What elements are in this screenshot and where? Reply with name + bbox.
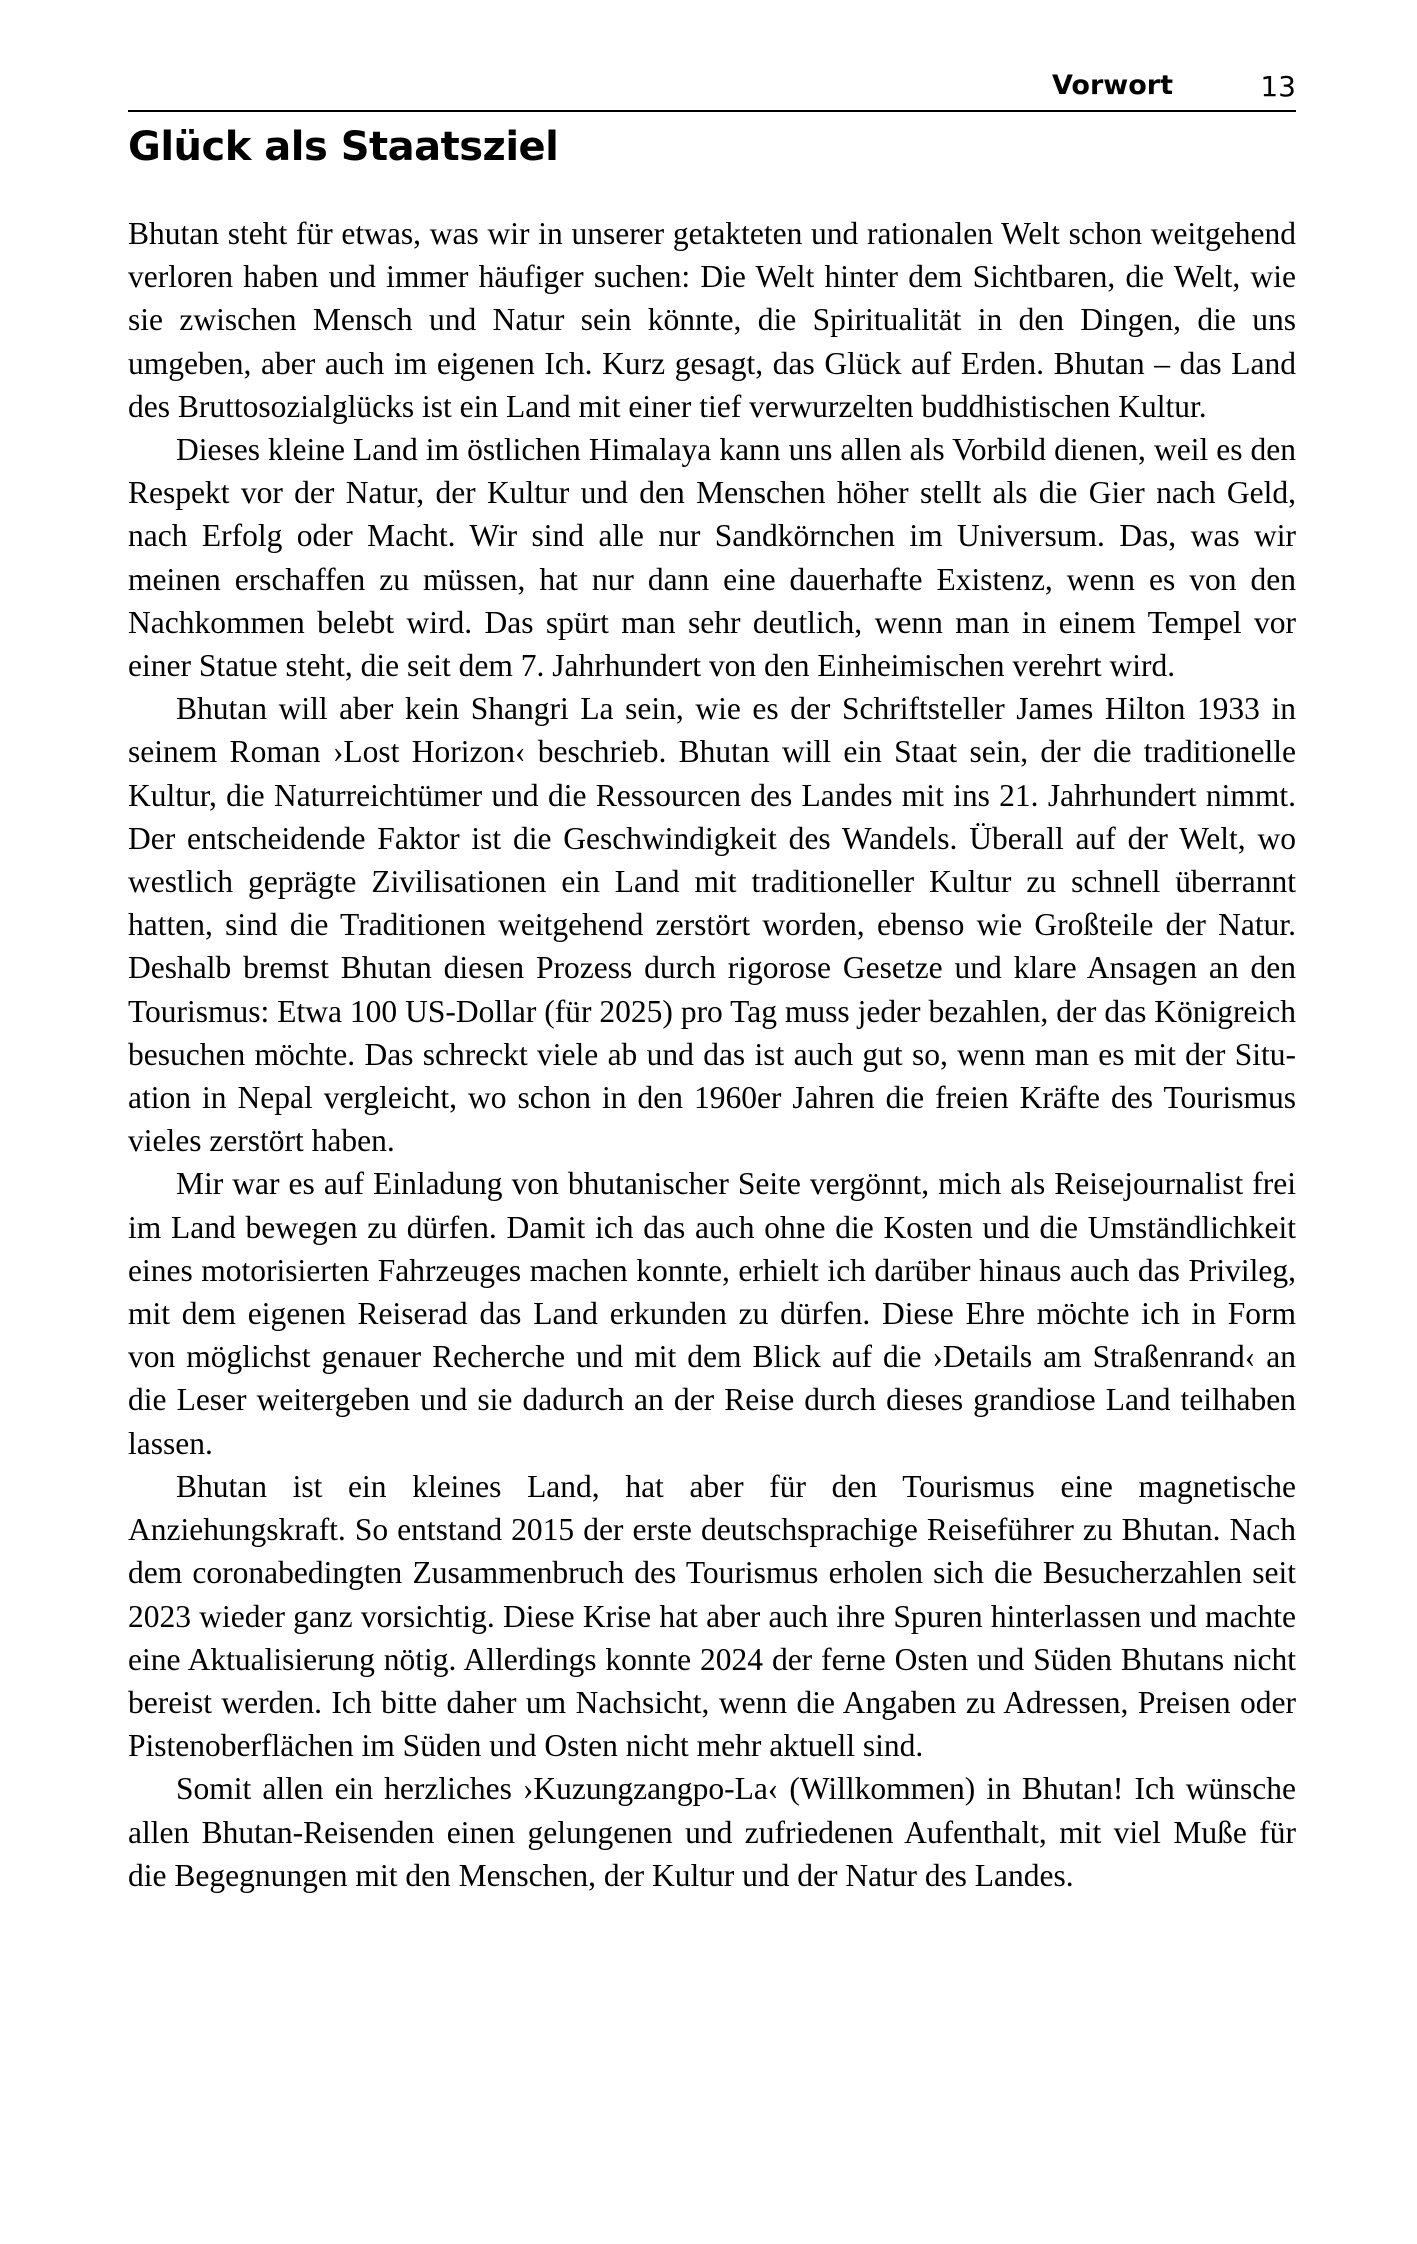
paragraph-1: Bhutan steht für etwas, was wir in unserer getakteten und rationalen Welt schon weitgehend verloren haben und immer häufiger suchen: Die Welt hinter dem Sichtbaren, die Welt, wie sie zwischen Mensch und Natur sein könnte, die Spiritualität in den Dingen, die uns umgeben, aber auch im eigenen Ich. Kurz gesagt, das Glück auf Erden. Bhutan – das Land des Bruttosozialglücks ist ein Land mit einer tief verwurzelten buddhistischen Kultur. — [128, 216, 1296, 424]
paragraph-3: Bhutan will aber kein Shangri La sein, wie es der Schriftsteller James Hilton 1933 in seinem Roman ›Lost Horizon‹ beschrieb. Bhutan will ein Staat sein, der die traditionelle Kultur, die Naturreichtümer und die Ressourcen des Landes mit ins 21. Jahrhundert nimmt. Der entscheidende Faktor ist die Geschwindigkeit des Wandels. Überall auf der Welt, wo westlich geprägte Zivilisationen ein Land mit traditioneller Kultur zu schnell überrannt hatten, sind die Traditionen weitgehend zerstört worden, ebenso wie Großteile der Natur. Deshalb bremst Bhutan diesen Prozess durch rigorose Gesetze und klare Ansagen an den Tourismus: Etwa 100 US-Dollar (für 2025) pro Tag muss jeder bezahlen, der das Königreich besuchen möchte. Das schreckt viele ab und das ist auch gut so, wenn man es mit der Situ-ation in Nepal vergleicht, wo schon in den 1960er Jahren die freien Kräfte des Tourismus vieles zerstört haben. — [128, 691, 1296, 1159]
paragraph-2: Dieses kleine Land im östlichen Himalaya kann uns allen als Vorbild dienen, weil es den Respekt vor der Natur, der Kultur und den Menschen höher stellt als die Gier nach Geld, nach Erfolg oder Macht. Wir sind alle nur Sandkörnchen im Universum. Das, was wir meinen erschaffen zu müssen, hat nur dann eine dauerhafte Existenz, wenn es von den Nachkommen belebt wird. Das spürt man sehr deutlich, wenn man in einem Tempel vor einer Statue steht, die seit dem 7. Jahrhundert von den Einheimischen verehrt wird. — [128, 432, 1296, 684]
paragraph-4: Mir war es auf Einladung von bhutanischer Seite vergönnt, mich als Reisejournalist frei im Land bewegen zu dürfen. Damit ich das auch ohne die Kosten und die Umständlichkeit eines motorisierten Fahrzeuges machen konnte, erhielt ich darüber hinaus auch das Privileg, mit dem eigenen Reiserad das Land erkunden zu dürfen. Diese Ehre möchte ich in Form von möglichst genauer Recherche und mit dem Blick auf die ›Details am Straßenrand‹ an die Leser weitergeben und sie dadurch an der Reise durch dieses grandiose Land teilhaben lassen. — [128, 1166, 1296, 1461]
page-number: 13 — [1260, 70, 1296, 103]
paragraph-6: Somit allen ein herzliches ›Kuzungzangpo-La‹ (Willkommen) in Bhutan! Ich wünsche allen Bhutan-Reisenden einen gelungenen und zufriedenen Aufenthalt, mit viel Muße für die Begegnungen mit den Menschen, der Kultur und der Natur des Landes. — [128, 1771, 1296, 1893]
running-header — [128, 68, 1296, 112]
paragraph-5: Bhutan ist ein kleines Land, hat aber für den Tourismus eine magnetische Anziehungskraft. So entstand 2015 der erste deutschsprachige Reiseführer zu Bhutan. Nach dem coronabedingten Zusammenbruch des Tourismus erholen sich die Besucherzahlen seit 2023 wieder ganz vorsichtig. Diese Krise hat aber auch ihre Spuren hinterlassen und machte eine Aktualisierung nötig. Allerdings konnte 2024 der ferne Osten und Süden Bhutans nicht bereist werden. Ich bitte daher um Nachsicht, wenn die Angaben zu Adressen, Preisen oder Pistenoberflächen im Süden und Osten nicht mehr aktuell sind. — [128, 1468, 1296, 1764]
chapter-heading: Glück als Staatsziel — [128, 124, 559, 170]
running-header-section: Vorwort — [1052, 70, 1173, 101]
body-text — [128, 212, 1296, 1897]
